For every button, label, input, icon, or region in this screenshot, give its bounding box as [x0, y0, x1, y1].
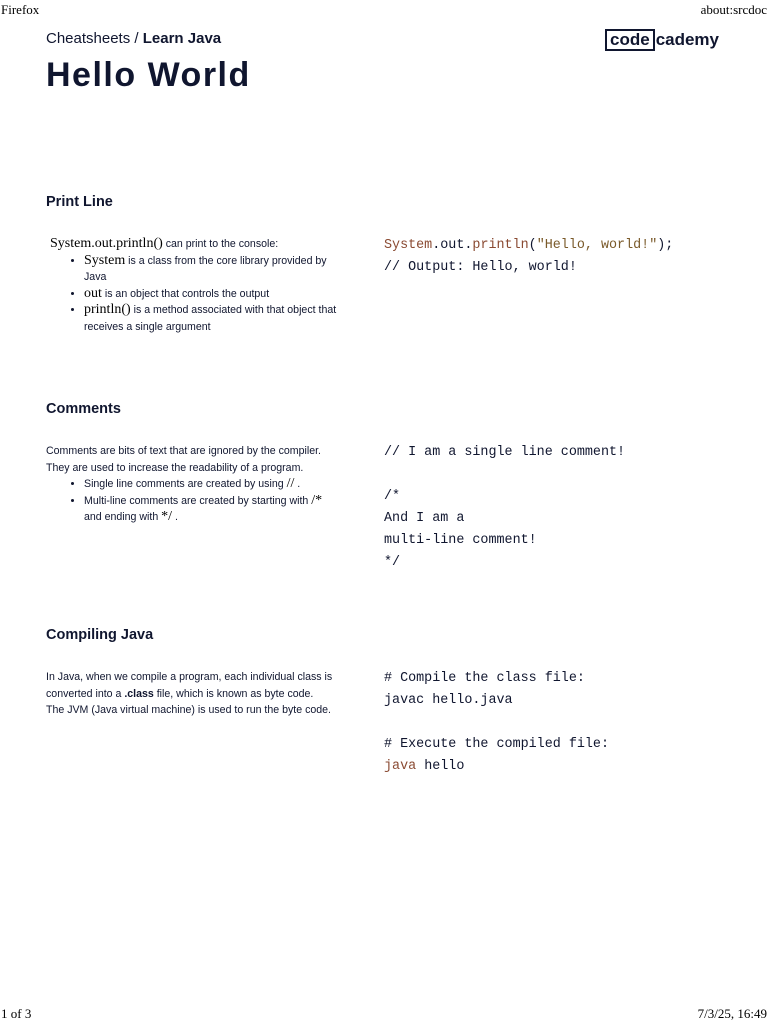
intro-text: can print to the console: — [162, 238, 279, 250]
comments-paragraph: Comments are bits of text that are ignored by the compiler. They are used to increase the readability of a program. — [46, 445, 321, 474]
bold-text: .class — [124, 687, 154, 700]
list-item — [84, 286, 340, 303]
code-lines: # Compile the class file: javac hello.java # Execute the compiled file: — [384, 671, 609, 752]
print-header-right: about:srcdoc — [700, 2, 767, 17]
bullet-text: is a method associated with that object that receives a single argument — [84, 304, 337, 333]
code-line: // Output: Hello, world! — [384, 260, 577, 275]
breadcrumb-current: Learn Java — [142, 30, 222, 47]
code-token: java — [384, 759, 417, 774]
inline-code: // — [286, 476, 295, 491]
inline-code: System.out.println() — [50, 236, 163, 251]
logo-boxed-text: code — [605, 29, 655, 51]
list-item — [84, 493, 336, 526]
compiling-paragraph-1 — [46, 669, 336, 702]
bullet-text: is a class from the core library provided by Java — [84, 254, 327, 283]
bullet-text: . — [294, 478, 301, 490]
inline-code: */ — [161, 509, 173, 524]
code-token: println — [472, 238, 529, 253]
inline-code: System — [84, 252, 126, 268]
print-timestamp: 7/3/25, 16:49 — [697, 1006, 767, 1021]
compiling-paragraph-2: The JVM (Java virtual machine) is used to run the byte code. — [46, 704, 331, 716]
comments-description — [46, 443, 336, 526]
inline-code: println() — [84, 302, 131, 317]
list-item — [84, 253, 340, 286]
code-token: ); — [657, 238, 674, 253]
print-line-intro — [50, 236, 340, 253]
comments-code-block: // I am a single line comment! /* And I am a multi-line comment! */ — [384, 445, 626, 570]
paragraph-text: In Java, when we compile a program, each individual class is converted into a — [46, 671, 333, 700]
codecademy-logo[interactable] — [605, 29, 719, 51]
logo-rest-text: cademy — [655, 30, 720, 49]
bullet-text: Multi-line comments are created by starting with — [84, 494, 312, 507]
list-item — [84, 302, 340, 335]
print-header-left: Firefox — [1, 2, 40, 17]
compiling-code-block — [384, 668, 609, 778]
breadcrumb — [46, 30, 221, 47]
bullet-text: . — [172, 511, 178, 523]
code-token: hello — [416, 759, 465, 774]
inline-code: /* — [311, 492, 323, 508]
breadcrumb-link-cheatsheets[interactable]: Cheatsheets — [46, 30, 131, 47]
print-header — [0, 2, 768, 18]
section-title-comments: Comments — [46, 401, 121, 417]
code-token: "Hello, world!" — [536, 238, 658, 253]
section-title-compiling-java: Compiling Java — [46, 627, 154, 643]
code-token: .out. — [432, 238, 473, 253]
bullet-text: and ending with — [84, 511, 162, 523]
print-line-bullets — [50, 253, 340, 336]
compiling-description — [46, 669, 336, 719]
code-token: ( — [528, 238, 537, 253]
bullet-text: is an object that controls the output — [101, 287, 270, 300]
inline-code: out — [84, 285, 102, 301]
page-title: Hello World — [46, 56, 251, 94]
print-line-code-block — [384, 235, 673, 279]
comments-bullets — [46, 476, 336, 526]
bullet-text: Single line comments are created by using — [84, 478, 287, 490]
list-item — [84, 476, 336, 493]
section-title-print-line: Print Line — [46, 194, 113, 210]
paragraph-text: file, which is known as byte code. — [153, 687, 314, 700]
page-count: 1 of 3 — [1, 1006, 32, 1021]
print-line-description — [50, 236, 340, 335]
print-footer — [0, 1006, 768, 1022]
breadcrumb-separator: / — [130, 30, 143, 47]
code-token: System — [384, 238, 433, 253]
